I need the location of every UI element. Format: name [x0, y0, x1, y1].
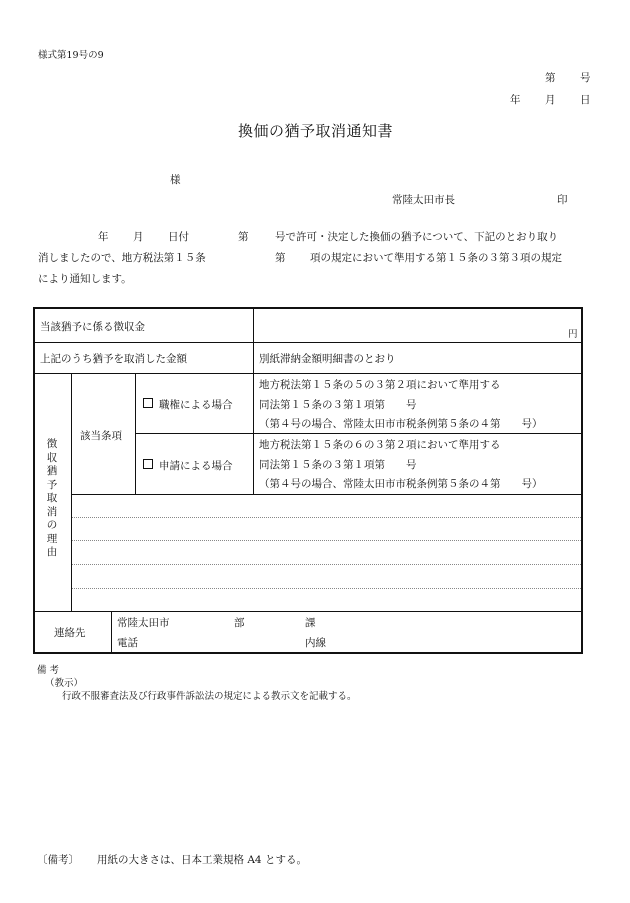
doc-number-prefix: 第	[545, 72, 556, 84]
contact-department: 部	[234, 617, 245, 629]
form-number: 様式第19号の9	[38, 50, 104, 61]
reason-label: 徴収猶予取消の理由	[46, 438, 58, 558]
body-day-dated: 日付	[168, 231, 189, 243]
footer-label: 〔備考〕	[37, 854, 79, 866]
ex-officio-option[interactable]	[143, 397, 233, 412]
application-label: 申請による場合	[159, 460, 233, 472]
date-day: 日	[580, 94, 591, 106]
body-no-prefix-1: 第	[238, 231, 249, 243]
contact-phone: 電話	[117, 637, 138, 649]
contact-label: 連絡先	[54, 627, 86, 639]
application-checkbox[interactable]	[143, 459, 153, 469]
application-text-2: 同法第１５条の３第１項第 号	[259, 459, 417, 471]
row2-label: 上記のうち猶予を取消した金額	[40, 353, 187, 365]
application-text-3: （第４号の場合、常陸太田市市税条例第５条の４第 号）	[259, 478, 543, 490]
contact-section: 課	[305, 617, 316, 629]
recipient-suffix: 様	[170, 174, 181, 186]
notes-sub: （教示）	[45, 678, 84, 689]
body-month: 月	[133, 231, 144, 243]
contact-extension: 内線	[305, 637, 326, 649]
ex-officio-text-3: （第４号の場合、常陸太田市市税条例第５条の４第 号）	[259, 418, 543, 430]
notes-heading: 備 考	[37, 665, 60, 676]
body-line2-text-a: 消しましたので、地方税法第１５条	[38, 252, 206, 264]
notes-text: 行政不服審査法及び行政事件訴訟法の規定による教示文を記載する。	[62, 691, 357, 702]
body-line3: により通知します。	[38, 273, 132, 285]
date-year: 年	[510, 94, 521, 106]
document-title: 換価の猶予取消通知書	[238, 122, 394, 140]
row1-unit: 円	[568, 329, 578, 340]
issuer-seal: 印	[557, 194, 568, 206]
clause-label: 該当条項	[80, 430, 122, 442]
row1-label: 当該猶予に係る徴収金	[40, 321, 145, 333]
row2-value: 別紙滞納金額明細書のとおり	[259, 353, 396, 365]
contact-city: 常陸太田市	[117, 617, 170, 629]
date-month: 月	[545, 94, 556, 106]
ex-officio-label: 職権による場合	[159, 399, 233, 411]
body-line2-text-b: 項の規定において準用する第１５条の３第３項の規定	[310, 252, 562, 264]
body-line1-text: 号で許可・決定した換価の猶予について、下記のとおり取り	[275, 231, 559, 243]
ex-officio-checkbox[interactable]	[143, 398, 153, 408]
ex-officio-text-2: 同法第１５条の３第１項第 号	[259, 399, 417, 411]
application-text-1: 地方税法第１５条の６の３第２項において準用する	[259, 439, 501, 451]
application-option[interactable]	[143, 458, 233, 473]
body-no-prefix-2: 第	[275, 252, 286, 264]
footer-text: 用紙の大きさは、日本工業規格 A4 とする。	[97, 854, 307, 866]
body-year: 年	[98, 231, 109, 243]
ex-officio-text-1: 地方税法第１５条の５の３第２項において準用する	[259, 379, 501, 391]
body-paragraph	[38, 227, 593, 290]
issuer-name: 常陸太田市長	[392, 194, 455, 206]
doc-number-suffix: 号	[580, 72, 591, 84]
